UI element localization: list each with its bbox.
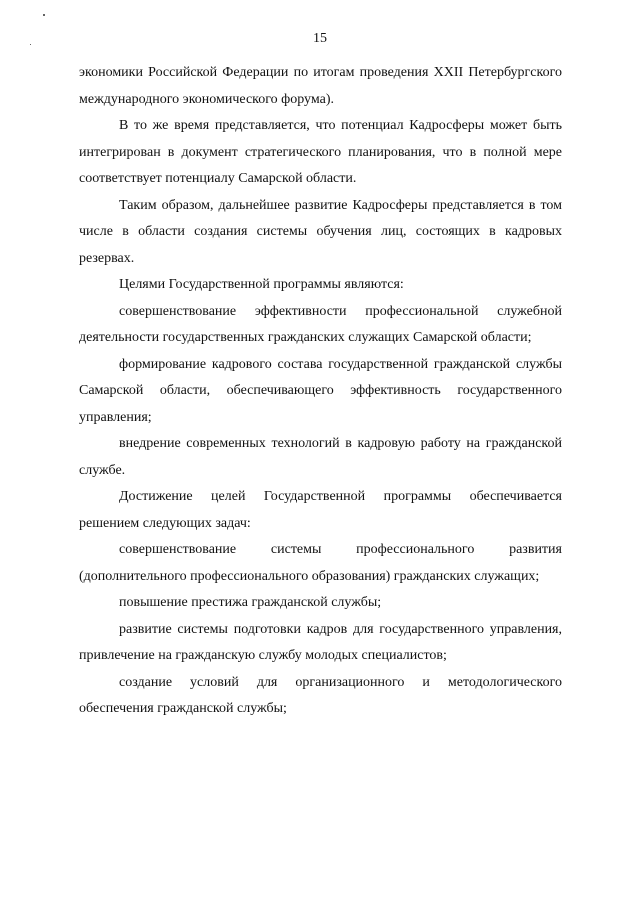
list-item-task: создание условий для организационного и методологического обеспечения гражданской службы; xyxy=(79,674,562,716)
list-item-task: совершенствование системы профессионального развития (дополнительного профессионального образования) гражданских служащих; xyxy=(79,542,562,584)
list-item-task: повышение престижа гражданской службы; xyxy=(119,595,382,610)
paragraph-tasks-heading: Достижение целей Государственной программы обеспечивается решением следующих задач: xyxy=(79,489,562,531)
paragraph-continuation: экономики Российской Федерации по итогам проведения XXII Петербургского международного экономического форума). xyxy=(79,65,562,107)
document-body xyxy=(79,60,562,723)
list-item-goal: совершенствование эффективности профессиональной служебной деятельности государственных гражданских служащих Самарской области; xyxy=(79,303,562,345)
list-item-goal: формирование кадрового состава государственной гражданской службы Самарской области, обеспечивающего эффективность государственного управления; xyxy=(79,356,562,425)
list-item-task: развитие системы подготовки кадров для государственного управления, привлечение на гражданскую службу молодых специалистов; xyxy=(79,621,562,663)
paragraph-goals-heading: Целями Государственной программы являются: xyxy=(119,277,404,292)
page-number: 15 xyxy=(313,31,327,46)
paragraph: Таким образом, дальнейшее развитие Кадросферы представляется в том числе в области создания системы обучения лиц, состоящих в кадровых резервах. xyxy=(79,197,562,266)
paragraph: В то же время представляется, что потенциал Кадросферы может быть интегрирован в документ стратегического планирования, что в полной мере соответствует потенциалу Самарской области. xyxy=(79,118,562,186)
list-item-goal: внедрение современных технологий в кадровую работу на гражданской службе. xyxy=(79,436,562,478)
scan-speck xyxy=(43,14,45,16)
